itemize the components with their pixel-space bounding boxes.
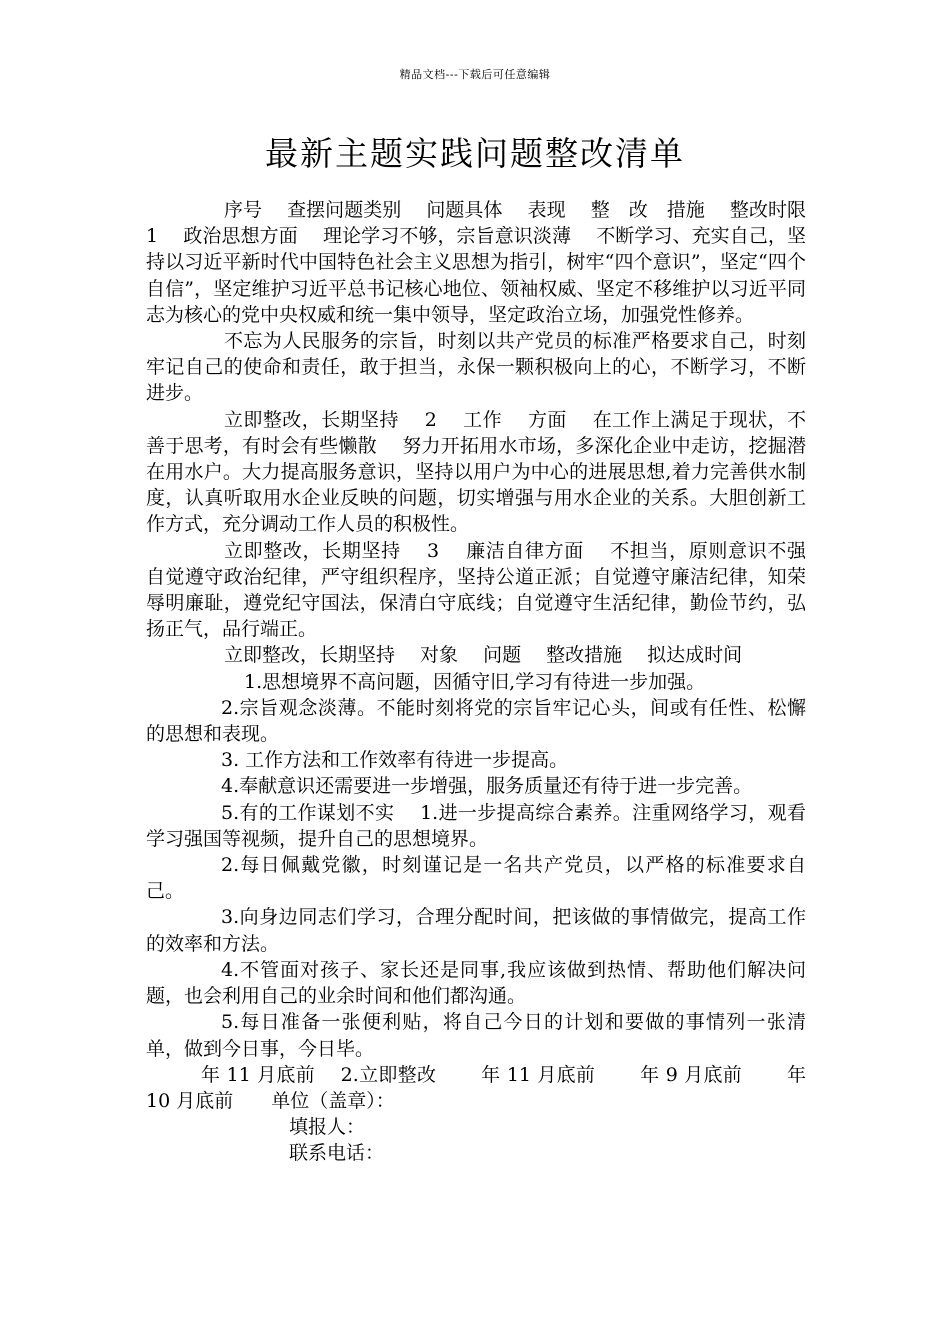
list-item-problem-5-measure-1: 5.有的工作谋划不实 1.进一步提高综合素养。注重网络学习，观看学习强国等视频，提升自己的思想境界。 [146,801,806,850]
field-contact-phone: 联系电话： [289,1142,385,1165]
paragraph-table-header-row1: 序号 查摆问题类别 问题具体 表现 整 改 措施 整改时限 1 政治思想方面 理论学习不够，宗旨意识淡薄 不断学习、充实自己，坚持以习近平新时代中国特色社会主义思想为指引，树牢“四个意识”，坚定“四个自信”，坚定维护习近平总书记核心地位、领袖权威、坚定不移维护以习近平同志为核心的党中央权威和统一集中领导，坚定政治立场，加强党性修养。 [146,199,832,326]
document-title: 最新主题实践问题整改清单 [265,134,685,173]
paragraph-integrity-aspect: 立即整改，长期坚持 3 廉洁自律方面 不担当，原则意识不强 自觉遵守政治纪律，严守组织程序，坚持公道正派；自觉遵守廉洁纪律，知荣辱明廉耻，遵党纪守国法，保清白守底线；自觉遵守生活纪律，勤俭节约，弘扬正气，品行端正。 [146,539,832,641]
list-item-problem-4: 4.奉献意识还需要进一步增强，服务质量还有待于进一步完善。 [221,775,753,798]
paragraph-second-table-header: 立即整改，长期坚持 对象 问题 整改措施 拟达成时间 [224,644,743,667]
list-item-measure-5: 5.每日准备一张便利贴，将自己今日的计划和要做的事情列一张清单，做到今日事，今日毕。 [146,1011,806,1060]
page-header: 精品文档---下载后可任意编辑 [399,68,551,81]
paragraph-work-aspect: 立即整改，长期坚持 2 工作 方面 在工作上满足于现状，不善于思考，有时会有些懒散 努力开拓用水市场，多深化企业中走访，挖掘潜在用水户。大力提高服务意识，坚持以用户为中心的进展思想,着力完善供水制度，认真听取用水企业反映的问题，切实增强与用水企业的关系。大胆创新工作方式，充分调动工作人员的积极性。 [146,408,806,536]
list-item-measure-3: 3.向身边同志们学习，合理分配时间，把该做的事情做完，提高工作的效率和方法。 [146,906,806,955]
list-item-problem-2: 2.宗旨观念淡薄。不能时刻将党的宗旨牢记心头，间或有任性、松懈的思想和表现。 [146,696,806,746]
field-reporter: 填报人： [289,1116,366,1139]
list-item-measure-4: 4.不管面对孩子、家长还是同事,我应该做到热情、帮助他们解决问题，也会利用自己的业余时间和他们都沟通。 [146,958,806,1008]
paragraph-deadlines-unit: 年 11 月底前 2.立即整改 年 11 月底前 年 9 月底前 年 10 月底前 单位（盖章）： [146,1063,806,1112]
list-item-problem-1: 1.思想境界不高问题，因循守旧,学习有待进一步加强。 [244,670,706,693]
paragraph-service-purpose: 不忘为人民服务的宗旨，时刻以共产党员的标准严格要求自己，时刻牢记自己的使命和责任，敢于担当，永保一颗积极向上的心，不断学习，不断进步。 [146,330,806,405]
document-body [146,197,832,1167]
list-item-problem-3: 3. 工作方法和工作效率有待进一步提高。 [221,749,569,772]
list-item-measure-2: 2.每日佩戴党徽，时刻谨记是一名共产党员，以严格的标准要求自己。 [146,854,806,903]
